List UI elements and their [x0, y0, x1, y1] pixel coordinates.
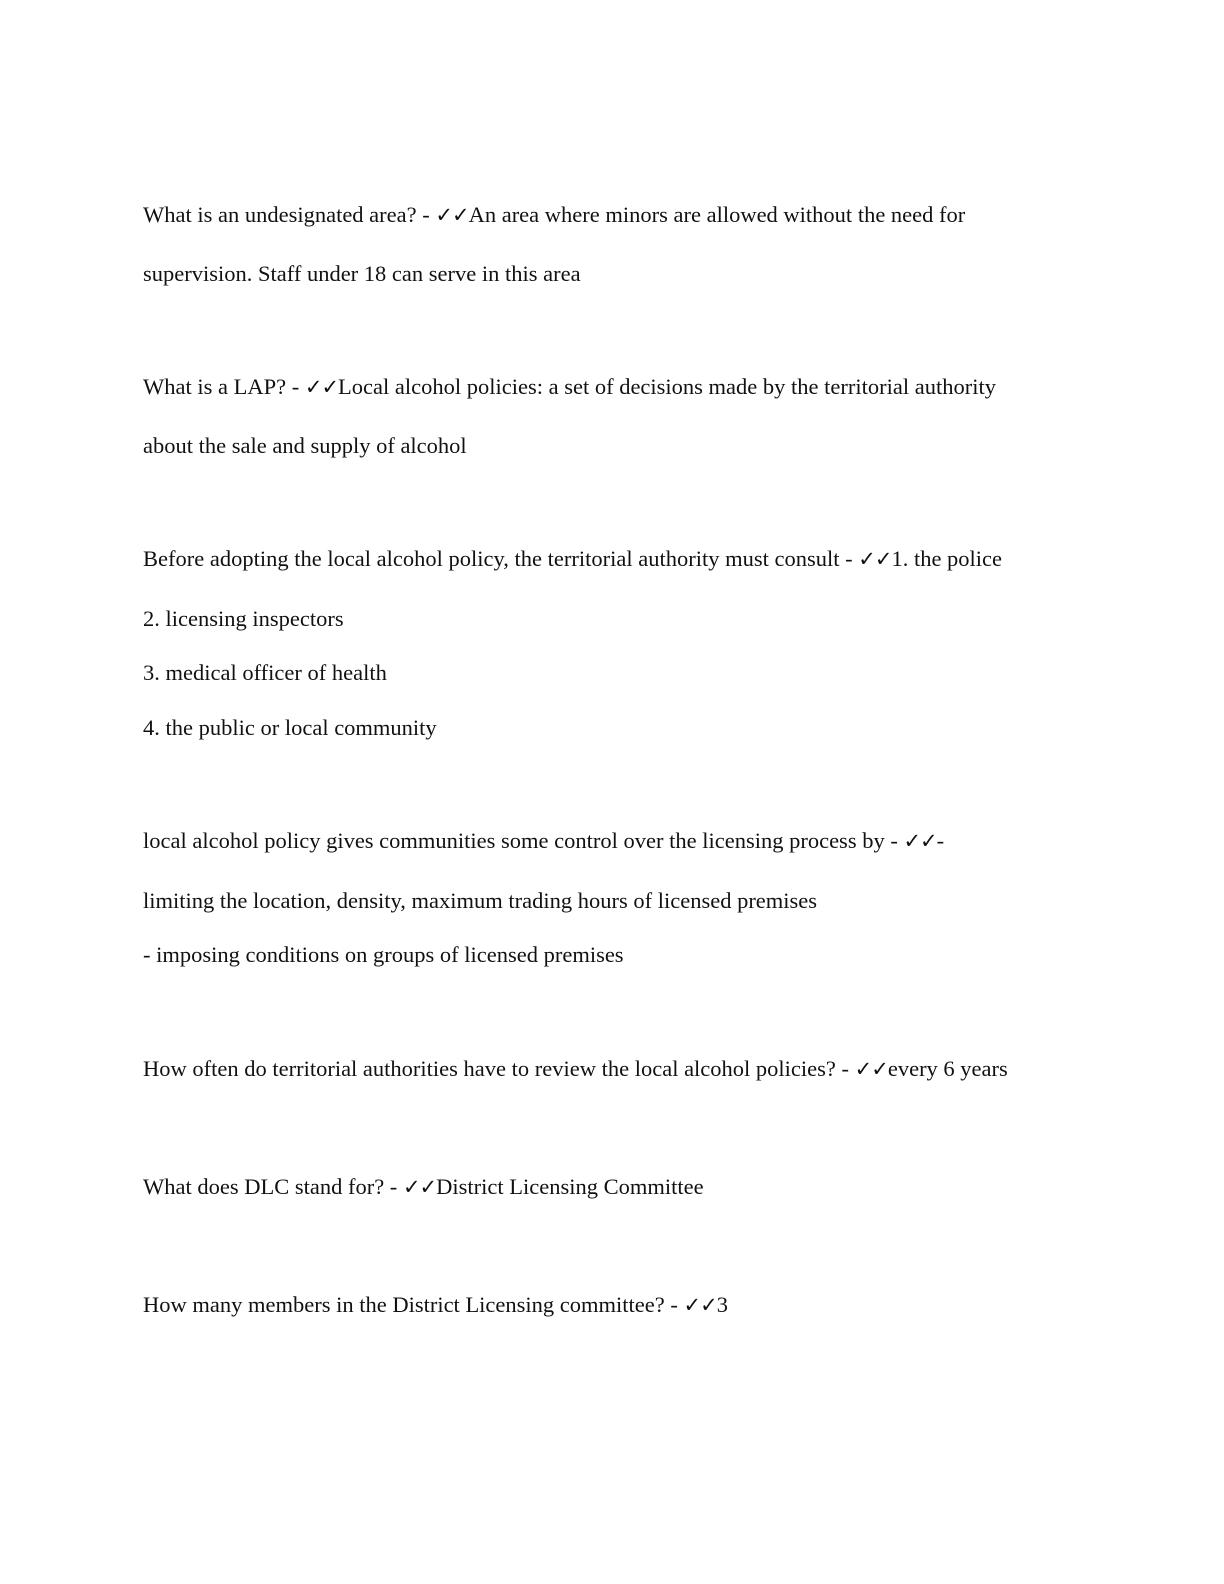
double-check-icon: ✓✓ [858, 547, 892, 571]
answer-text: Local alcohol policies: a set of decisions made by the territorial authority [338, 374, 996, 399]
qa-line [143, 1292, 728, 1318]
answer-text: every 6 years [887, 1056, 1008, 1081]
question-text: What does DLC stand for? - [143, 1174, 403, 1199]
double-check-icon: ✓✓ [435, 203, 469, 227]
double-check-icon: ✓✓ [903, 829, 937, 853]
question-text: How often do territorial authorities have to review the local alcohol policies? - [143, 1056, 855, 1081]
answer-text: 3 [716, 1292, 728, 1317]
question-text: local alcohol policy gives communities some control over the licensing process by - [143, 828, 904, 853]
question-text: How many members in the District Licensing committee? - [143, 1292, 684, 1317]
answer-text: - [936, 828, 945, 853]
double-check-icon: ✓✓ [854, 1057, 888, 1081]
answer-continuation: supervision. Staff under 18 can serve in this area [143, 261, 581, 286]
qa-line [143, 202, 965, 228]
answer-list-item: 2. licensing inspectors [143, 606, 344, 631]
qa-line [143, 828, 944, 854]
answer-text: An area where minors are allowed without the need for [468, 202, 966, 227]
answer-list-item: 4. the public or local community [143, 715, 437, 740]
answer-continuation: limiting the location, density, maximum trading hours of licensed premises [143, 888, 818, 913]
qa-line [143, 374, 996, 400]
question-text: Before adopting the local alcohol policy, the territorial authority must consult - [143, 546, 859, 571]
qa-line [143, 1174, 704, 1200]
answer-text: 1. the police [891, 546, 1003, 571]
double-check-icon: ✓✓ [402, 1175, 437, 1199]
question-text: What is an undesignated area? - [143, 202, 436, 227]
answer-continuation: about the sale and supply of alcohol [143, 433, 467, 458]
question-text: What is a LAP? - [143, 374, 305, 399]
answer-text: District Licensing Committee [436, 1174, 704, 1199]
qa-line [143, 1056, 1008, 1082]
qa-line [143, 546, 1002, 572]
double-check-icon: ✓✓ [683, 1293, 717, 1317]
answer-list-item: 3. medical officer of health [143, 660, 387, 685]
answer-continuation: - imposing conditions on groups of licensed premises [143, 942, 624, 967]
double-check-icon: ✓✓ [304, 375, 339, 399]
